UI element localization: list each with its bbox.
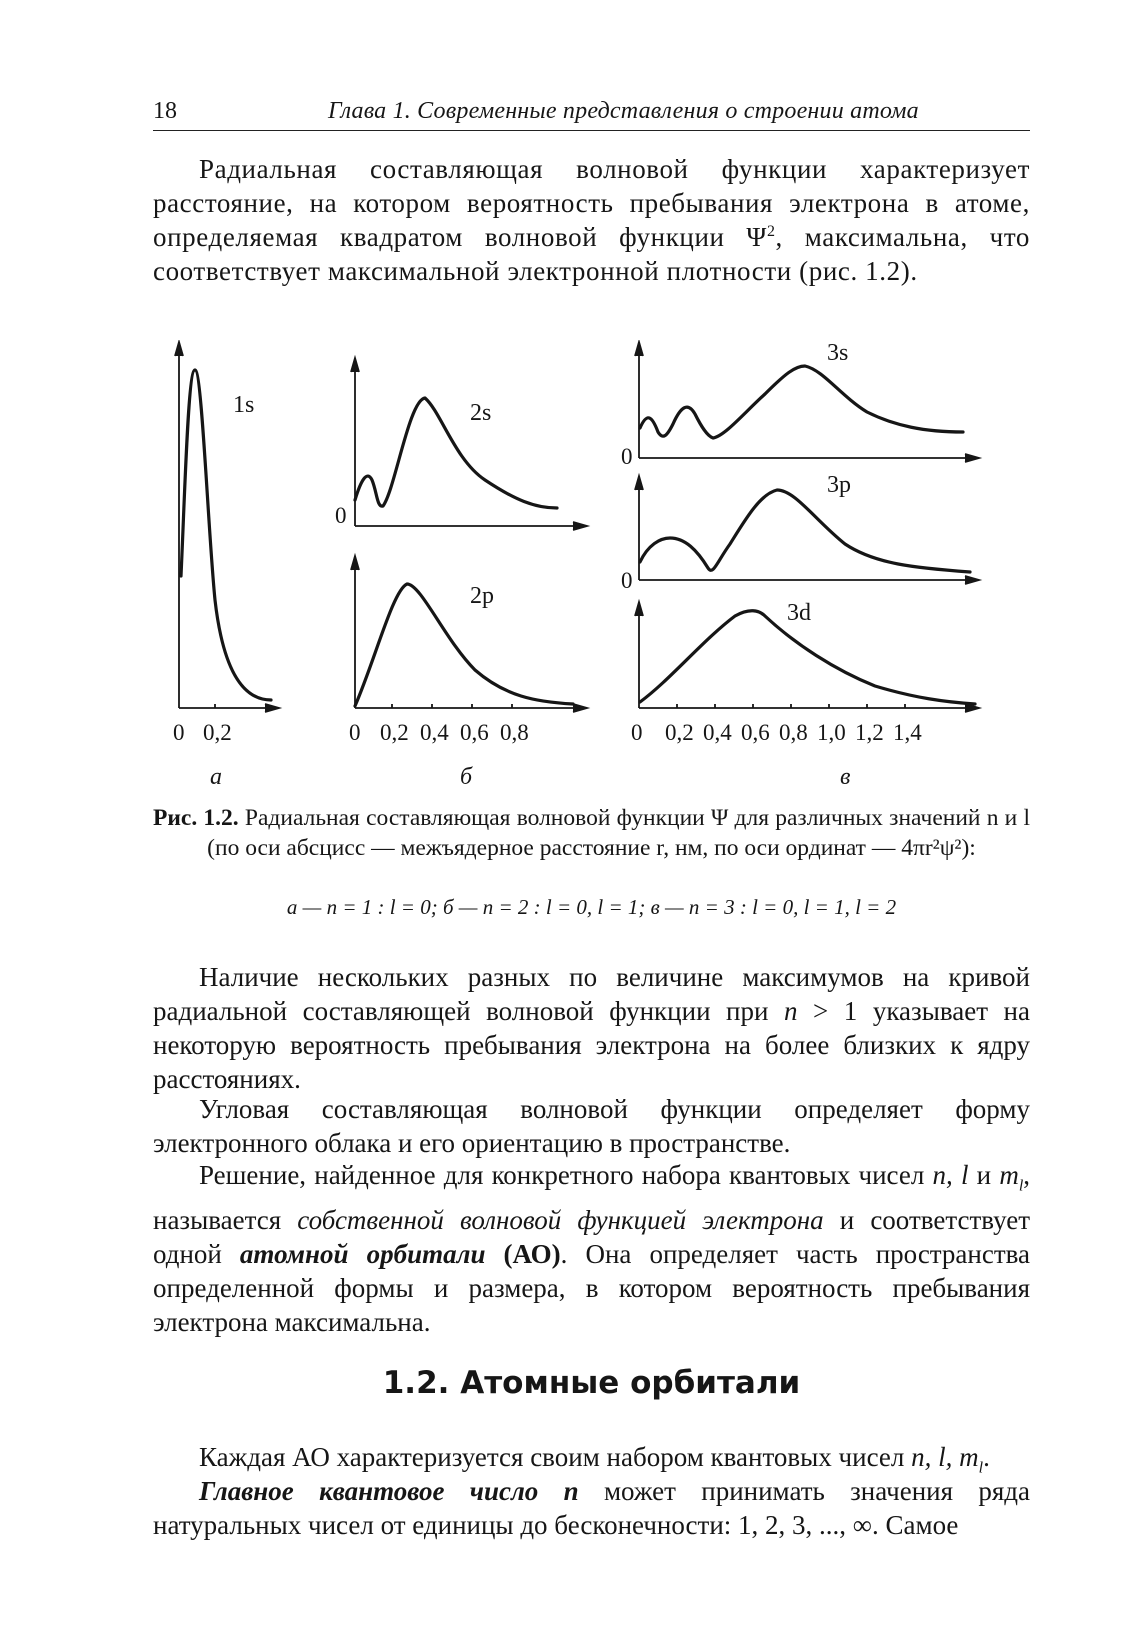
paragraph-radial-component: Радиальная составляющая волновой функции характеризует расстояние, на котором вероятность пребывания электрона в атоме, определяемая квадратом волновой функции $\Psi^2$, максимальна, что соответствует максимальной электронной плотности (рис. 1.2). <box>153 154 1030 286</box>
tick-label: 0,2 <box>380 720 409 745</box>
running-header <box>153 92 1030 131</box>
panel-b-arrowheads-top <box>351 358 587 530</box>
caption-label: Рис. 1.2. <box>153 805 239 831</box>
label-2s: 2s <box>470 400 492 426</box>
label-3p: 3p <box>827 472 851 498</box>
caption-text: Радиальная составляющая волновой функции Ψ для различных значений n и l (по оси абсцисс — межъядерное расстояние r, нм, по оси ординат — 4πr²ψ²): <box>207 805 1031 861</box>
label-3d: 3d <box>787 600 811 626</box>
running-title: Глава 1. Современные представления о строении атома <box>328 98 919 124</box>
panel-b-arrowheads-bottom <box>351 556 587 712</box>
paragraph-eigenfunction: Решение, найденное для конкретного набора квантовых чисел n, l и $m_l$, называется собственной волновой функцией электрона и соответствует одной атомной орбитали (АО). Она определяет часть пространства определенной формы и размера, в котором вероятность пребывания электрона максимальна. <box>153 1160 1031 1338</box>
curve-1s <box>181 370 271 700</box>
tick-label: 0,2 <box>665 720 694 745</box>
tick-label: 0,8 <box>500 720 529 745</box>
paragraph-quantum-numbers: Каждая АО характеризуется своим набором квантовых чисел n, l, $m_l$. <box>199 1442 990 1477</box>
zero-label-2s: 0 <box>335 503 347 528</box>
tick-label: 0 <box>631 720 643 745</box>
caption-legend-line: а — n = 1 : l = 0; б — n = 2 : l = 0, l = 1; в — n = 3 : l = 0, l = 1, l = 2 <box>286 895 897 919</box>
paragraph-angular-component: Угловая составляющая волновой функции определяет форму электронного облака и его ориентацию в пространстве. <box>153 1094 1030 1158</box>
section-heading: 1.2. Атомные орбитали <box>382 1365 801 1401</box>
paragraph-multiple-maxima: Наличие нескольких разных по величине максимумов на кривой радиальной составляющей волновой функции при n > 1 указывает на некоторую вероятность пребывания электрона на более близких к ядру расстояниях. <box>153 962 1030 1094</box>
tick-label: 0,6 <box>741 720 770 745</box>
curve-2s <box>355 398 557 508</box>
tick-label: 1,0 <box>817 720 846 745</box>
zero-label-3s: 0 <box>621 444 633 469</box>
tick-label: 0,8 <box>779 720 808 745</box>
panel-a-ticks <box>173 720 232 745</box>
figure-1-2 <box>155 340 1005 760</box>
tick-label: 1,4 <box>893 720 922 745</box>
zero-label-3p: 0 <box>621 568 633 593</box>
label-3s: 3s <box>827 340 849 366</box>
page-number: 18 <box>153 98 177 124</box>
panel-letter-a: а <box>210 764 222 790</box>
tick-label: 0 <box>349 720 361 745</box>
tick-label: 0 <box>173 720 185 745</box>
tick-label: 0,4 <box>420 720 449 745</box>
tick-label: 0,4 <box>703 720 732 745</box>
panel-letter-c: в <box>840 764 851 790</box>
label-1s: 1s <box>233 392 255 418</box>
figure-caption <box>153 803 1030 863</box>
tick-label: 0,6 <box>460 720 489 745</box>
tick-label: 0,2 <box>203 720 232 745</box>
curve-3s <box>640 366 963 438</box>
panel-b-ticks <box>349 720 529 745</box>
label-2p: 2p <box>470 583 494 609</box>
panel-c-arrowheads <box>635 342 979 712</box>
curve-2p <box>355 584 573 706</box>
tick-label: 1,2 <box>855 720 884 745</box>
panel-letter-b: б <box>460 764 473 790</box>
curve-3p <box>640 490 970 572</box>
paragraph-principal-quantum-number: Главное квантовое число n может принимать значения ряда натуральных чисел от единицы до бесконечности: 1, 2, 3, ..., ∞. Самое <box>153 1476 1030 1540</box>
panel-c-ticks <box>631 720 922 745</box>
